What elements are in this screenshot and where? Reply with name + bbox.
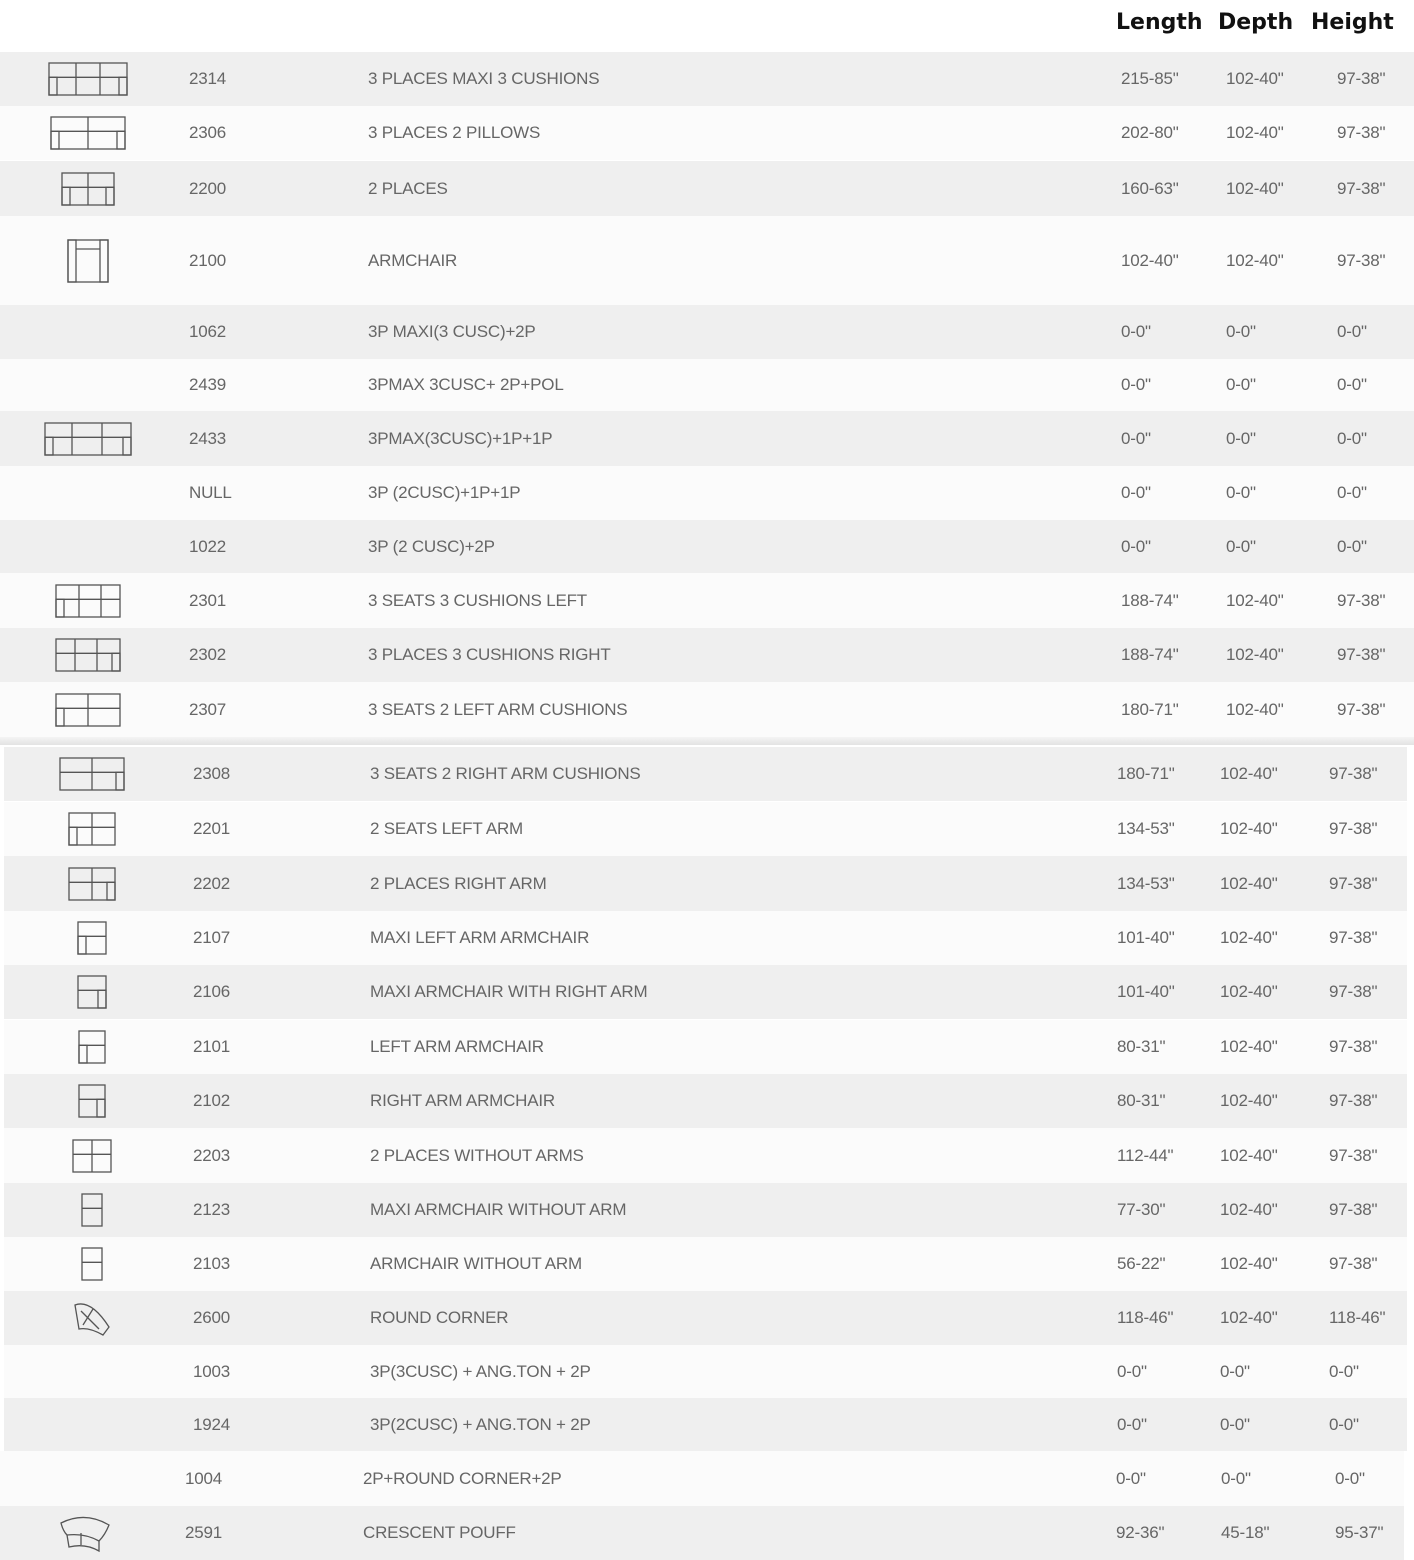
depth-value: 102-40"	[1226, 645, 1284, 664]
depth-value: 102-40"	[1220, 1200, 1278, 1219]
product-name: 2 PLACES	[368, 178, 448, 198]
product-name: 3 SEATS 3 CUSHIONS LEFT	[368, 590, 587, 610]
table-header	[0, 0, 1414, 52]
height-value: 97-38"	[1337, 123, 1386, 142]
product-name: 3P(2CUSC) + ANG.TON + 2P	[370, 1414, 591, 1434]
sofa-2-places-right-icon	[68, 867, 116, 901]
sofa-3-maxi-composition-icon	[44, 422, 132, 456]
length-value: 80-31"	[1117, 1037, 1166, 1056]
sofa-2-no-arms-icon	[72, 1139, 112, 1173]
product-name: 2 SEATS LEFT ARM	[370, 819, 523, 838]
product-code: 2200	[189, 178, 227, 198]
height-value: 97-38"	[1337, 590, 1386, 610]
product-code: 2600	[193, 1308, 231, 1327]
length-value: 92-36"	[1116, 1523, 1165, 1542]
sofa-3-seats-2-right-icon	[59, 757, 125, 791]
maxi-left-armchair-icon	[77, 921, 107, 955]
length-value: 188-74"	[1121, 645, 1179, 664]
maxi-right-armchair-icon	[77, 975, 107, 1009]
depth-value: 102-40"	[1220, 873, 1278, 893]
table-row	[4, 747, 1407, 801]
sofa-3-2-pillows-icon	[50, 116, 126, 150]
height-value: 97-38"	[1337, 250, 1386, 270]
length-value: 0-0"	[1117, 1361, 1147, 1381]
depth-value: 45-18"	[1221, 1523, 1270, 1542]
product-code: 2203	[193, 1145, 231, 1165]
height-value: 97-38"	[1329, 928, 1378, 947]
section-divider	[0, 737, 1414, 745]
height-value: 97-38"	[1329, 1254, 1378, 1273]
table-row	[0, 52, 1414, 106]
product-code: 2439	[189, 375, 227, 394]
depth-value: 0-0"	[1220, 1414, 1250, 1434]
height-value: 97-38"	[1329, 1091, 1378, 1110]
height-value: 0-0"	[1337, 483, 1367, 502]
length-value: 101-40"	[1117, 928, 1175, 947]
table-row	[4, 965, 1407, 1019]
length-value: 215-85"	[1121, 69, 1179, 88]
round-corner-icon	[73, 1299, 111, 1337]
product-name: 3P(3CUSC) + ANG.TON + 2P	[370, 1361, 591, 1381]
depth-value: 102-40"	[1220, 819, 1278, 838]
product-name: 3 PLACES 2 PILLOWS	[368, 123, 541, 142]
product-name: 2 PLACES WITHOUT ARMS	[370, 1145, 584, 1165]
table-row	[0, 106, 1414, 160]
depth-value: 102-40"	[1226, 69, 1284, 88]
product-code: NULL	[189, 483, 232, 502]
product-code: 2301	[189, 590, 227, 610]
length-value: 0-0"	[1121, 375, 1151, 394]
table-row	[4, 856, 1407, 911]
table-row	[0, 682, 1414, 737]
product-code: 1924	[193, 1414, 231, 1434]
table-row	[0, 466, 1414, 520]
product-name: RIGHT ARM ARMCHAIR	[370, 1091, 555, 1110]
product-code: 2433	[189, 428, 227, 448]
depth-value: 102-40"	[1226, 590, 1284, 610]
height-value: 0-0"	[1329, 1361, 1359, 1381]
length-value: 0-0"	[1117, 1414, 1147, 1434]
height-value: 0-0"	[1337, 428, 1367, 448]
product-code: 2306	[189, 123, 227, 142]
product-code: 2102	[193, 1091, 231, 1110]
length-value: 188-74"	[1121, 590, 1179, 610]
product-name: 3PMAX 3CUSC+ 2P+POL	[368, 375, 564, 394]
sofa-2-places-icon	[61, 172, 115, 206]
product-name: MAXI LEFT ARM ARMCHAIR	[370, 928, 590, 947]
height-value: 97-38"	[1329, 873, 1378, 893]
length-value: 180-71"	[1117, 764, 1175, 783]
length-value: 102-40"	[1121, 250, 1179, 270]
sofa-3-places-right-icon	[55, 638, 121, 672]
length-value: 0-0"	[1116, 1468, 1146, 1488]
depth-value: 102-40"	[1220, 928, 1278, 947]
table-row	[4, 1398, 1407, 1451]
depth-value: 102-40"	[1220, 1037, 1278, 1056]
product-name: 3P MAXI(3 CUSC)+2P	[368, 322, 536, 341]
table-row	[0, 305, 1414, 359]
sofa-3-maxi-3-cushions-icon	[48, 62, 128, 96]
depth-value: 102-40"	[1226, 699, 1284, 719]
product-code: 2123	[193, 1200, 231, 1219]
height-value: 97-38"	[1337, 178, 1386, 198]
product-name: ARMCHAIR WITHOUT ARM	[370, 1254, 582, 1273]
depth-value: 0-0"	[1226, 375, 1256, 394]
length-value: 101-40"	[1117, 982, 1175, 1001]
height-value: 95-37"	[1335, 1523, 1384, 1542]
depth-value: 102-40"	[1226, 250, 1284, 270]
length-value: 0-0"	[1121, 322, 1151, 341]
table-row	[0, 161, 1414, 216]
table-row	[0, 1451, 1404, 1506]
depth-value: 102-40"	[1220, 1091, 1278, 1110]
table-row	[0, 411, 1414, 466]
depth-value: 102-40"	[1226, 178, 1284, 198]
product-code: 1003	[193, 1361, 231, 1381]
maxi-armchair-no-arm-icon	[81, 1193, 103, 1227]
product-name: 3PMAX(3CUSC)+1P+1P	[368, 428, 553, 448]
product-code: 2103	[193, 1254, 231, 1273]
length-value: 56-22"	[1117, 1254, 1166, 1273]
product-name: 3 PLACES 3 CUSHIONS RIGHT	[368, 645, 611, 664]
product-code: 2307	[189, 699, 227, 719]
sofa-2-seats-left-icon	[68, 812, 116, 846]
product-name: CRESCENT POUFF	[363, 1523, 516, 1542]
depth-value: 0-0"	[1226, 428, 1256, 448]
height-value: 97-38"	[1329, 1037, 1378, 1056]
table-row	[4, 802, 1407, 856]
header-depth: Depth	[1218, 10, 1294, 35]
product-code: 1062	[189, 322, 227, 341]
height-value: 0-0"	[1337, 375, 1367, 394]
length-value: 134-53"	[1117, 819, 1175, 838]
product-name: LEFT ARM ARMCHAIR	[370, 1037, 544, 1056]
armchair-icon	[67, 239, 109, 283]
height-value: 0-0"	[1335, 1468, 1365, 1488]
product-code: 2100	[189, 250, 227, 270]
table-row	[0, 359, 1414, 411]
length-value: 118-46"	[1117, 1308, 1174, 1327]
product-code: 2308	[193, 764, 231, 783]
table-row	[4, 1074, 1407, 1128]
product-name: MAXI ARMCHAIR WITH RIGHT ARM	[370, 982, 648, 1001]
height-value: 97-38"	[1337, 69, 1386, 88]
table-row	[4, 1237, 1407, 1291]
product-code: 2101	[193, 1037, 231, 1056]
product-name: 3P (2CUSC)+1P+1P	[368, 483, 521, 502]
height-value: 97-38"	[1329, 1200, 1378, 1219]
height-value: 97-38"	[1337, 645, 1386, 664]
length-value: 77-30"	[1117, 1200, 1166, 1219]
table-row	[4, 911, 1407, 965]
depth-value: 102-40"	[1220, 982, 1278, 1001]
length-value: 0-0"	[1121, 483, 1151, 502]
header-height: Height	[1311, 10, 1394, 35]
depth-value: 102-40"	[1220, 1308, 1278, 1327]
product-code: 2201	[193, 819, 231, 838]
table-row	[0, 628, 1414, 682]
depth-value: 102-40"	[1220, 1145, 1278, 1165]
height-value: 0-0"	[1337, 322, 1367, 341]
armchair-no-arm-icon	[81, 1247, 103, 1281]
product-name: ROUND CORNER	[370, 1308, 509, 1327]
depth-value: 0-0"	[1226, 536, 1256, 556]
height-value: 0-0"	[1337, 536, 1367, 556]
header-length: Length	[1116, 10, 1203, 35]
length-value: 112-44"	[1117, 1145, 1174, 1165]
depth-value: 102-40"	[1220, 764, 1278, 783]
depth-value: 102-40"	[1220, 1254, 1278, 1273]
length-value: 0-0"	[1121, 536, 1151, 556]
product-code: 2202	[193, 873, 231, 893]
height-value: 97-38"	[1329, 819, 1378, 838]
crescent-pouff-icon	[59, 1513, 111, 1553]
product-name: 2 PLACES RIGHT ARM	[370, 873, 547, 893]
product-code: 1022	[189, 536, 227, 556]
product-name: 3P (2 CUSC)+2P	[368, 536, 495, 556]
length-value: 180-71"	[1121, 699, 1179, 719]
product-name: MAXI ARMCHAIR WITHOUT ARM	[370, 1200, 627, 1219]
length-value: 0-0"	[1121, 428, 1151, 448]
depth-value: 0-0"	[1221, 1468, 1251, 1488]
table-row	[4, 1345, 1407, 1398]
height-value: 97-38"	[1329, 764, 1378, 783]
product-name: 3 PLACES MAXI 3 CUSHIONS	[368, 69, 600, 88]
table-row	[4, 1183, 1407, 1237]
product-code: 2314	[189, 69, 227, 88]
product-code: 2106	[193, 982, 231, 1001]
height-value: 97-38"	[1329, 1145, 1378, 1165]
product-code: 2591	[185, 1523, 223, 1542]
depth-value: 0-0"	[1226, 322, 1256, 341]
table-row	[0, 520, 1414, 573]
depth-value: 102-40"	[1226, 123, 1284, 142]
table-row	[4, 1291, 1407, 1345]
product-code: 2107	[193, 928, 231, 947]
length-value: 202-80"	[1121, 123, 1179, 142]
table-row	[4, 1128, 1407, 1183]
left-armchair-icon	[78, 1030, 106, 1064]
length-value: 160-63"	[1121, 178, 1179, 198]
table-row	[0, 216, 1414, 305]
sofa-3-seats-left-icon	[55, 584, 121, 618]
length-value: 134-53"	[1117, 873, 1175, 893]
height-value: 97-38"	[1337, 699, 1386, 719]
height-value: 97-38"	[1329, 982, 1378, 1001]
product-name: ARMCHAIR	[368, 250, 458, 270]
right-armchair-icon	[78, 1084, 106, 1118]
product-name: 2P+ROUND CORNER+2P	[363, 1468, 562, 1488]
product-name: 3 SEATS 2 LEFT ARM CUSHIONS	[368, 699, 628, 719]
depth-value: 0-0"	[1220, 1361, 1250, 1381]
depth-value: 0-0"	[1226, 483, 1256, 502]
sofa-3-seats-2-left-icon	[55, 693, 121, 727]
table-row	[0, 573, 1414, 628]
product-name: 3 SEATS 2 RIGHT ARM CUSHIONS	[370, 764, 641, 783]
product-code: 1004	[185, 1468, 223, 1488]
table-row	[0, 1506, 1404, 1560]
height-value: 118-46"	[1329, 1308, 1386, 1327]
table-row	[4, 1020, 1407, 1074]
length-value: 80-31"	[1117, 1091, 1166, 1110]
height-value: 0-0"	[1329, 1414, 1359, 1434]
product-code: 2302	[189, 645, 227, 664]
